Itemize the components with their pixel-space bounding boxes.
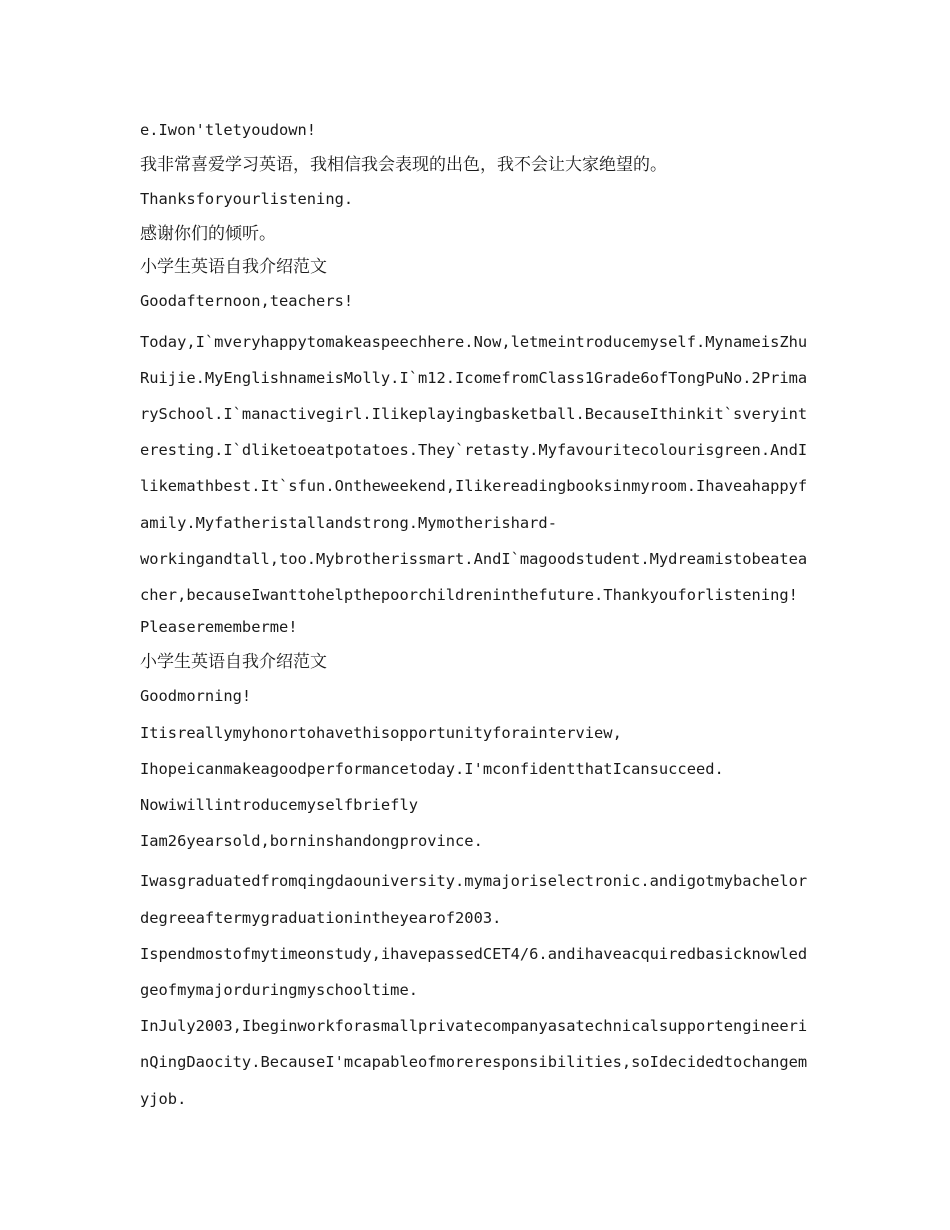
section-heading: 小学生英语自我介绍范文 [140, 257, 327, 278]
greeting-line: Goodafternoon,teachers! [140, 292, 354, 311]
section-heading: 小学生英语自我介绍范文 [140, 652, 327, 673]
closing-line: Pleaserememberme! [140, 618, 298, 637]
essay-paragraph: InJuly2003,IbeginworkforasmallprivatecompanyasatechnicalsupportengineerinQingDaocity.BecauseI'mcapableofmoreresponsibilities,soIdecidedtochangemyjob. [140, 1017, 808, 1108]
text-line: Nowiwillintroducemyselfbriefly [140, 795, 418, 814]
text-line: Thanksforyourlistening. [140, 190, 354, 209]
greeting-line: Goodmorning! [140, 687, 252, 706]
essay-paragraph: workingandtall,too.Mybrotherissmart.AndI`magoodstudent.Mydreamistobeateacher,becauseIwanttohelpthepoorchildreninthefuture.Thankyouforlistening! [140, 549, 808, 604]
essay-paragraph: Today,I`mveryhappytomakeaspeechhere.Now,letmeintroducemyself.MynameisZhuRuijie.MyEnglishnameisMolly.I`m12.IcomefromClass1Grade6ofTongPuNo.2PrimarySchool.I`manactivegirl.Ilikeplayingbasketball.BecauseIthinkit`sveryinteresting.I`dliketoeatpotatoes.They`retasty.Myfavouritecolourisgreen.AndIlikemathbest.It`sfun.Ontheweekend,Ilikereadingbooksinmyroom.Ihaveahappyfamily.Myfatheristallandstrong.Mymotherishard- [140, 332, 808, 532]
text-line: Iam26yearsold,borninshandongprovince. [140, 832, 483, 851]
text-line: Ihopeicanmakeagoodperformancetoday.I'mconfidentthatIcansucceed. [140, 759, 724, 778]
text-line-chinese: 感谢你们的倾听。 [140, 224, 276, 245]
text-line: Itisreallymyhonortohavethisopportunityforainterview, [140, 723, 622, 742]
essay-paragraph: Iwasgraduatedfromqingdaouniversity.mymajoriselectronic.andigotmybachelordegreeaftermygraduationintheyearof2003. [140, 872, 808, 927]
essay-paragraph: Ispendmostofmytimeonstudy,ihavepassedCET4/6.andihaveacquiredbasicknowledgeofmymajorduringmyschooltime. [140, 944, 808, 999]
document-body [140, 116, 820, 1117]
text-line: e.Iwon'tletyoudown! [140, 121, 317, 139]
text-line-chinese: 我非常喜爱学习英语，我相信我会表现的出色，我不会让大家绝望的。 [140, 155, 667, 176]
